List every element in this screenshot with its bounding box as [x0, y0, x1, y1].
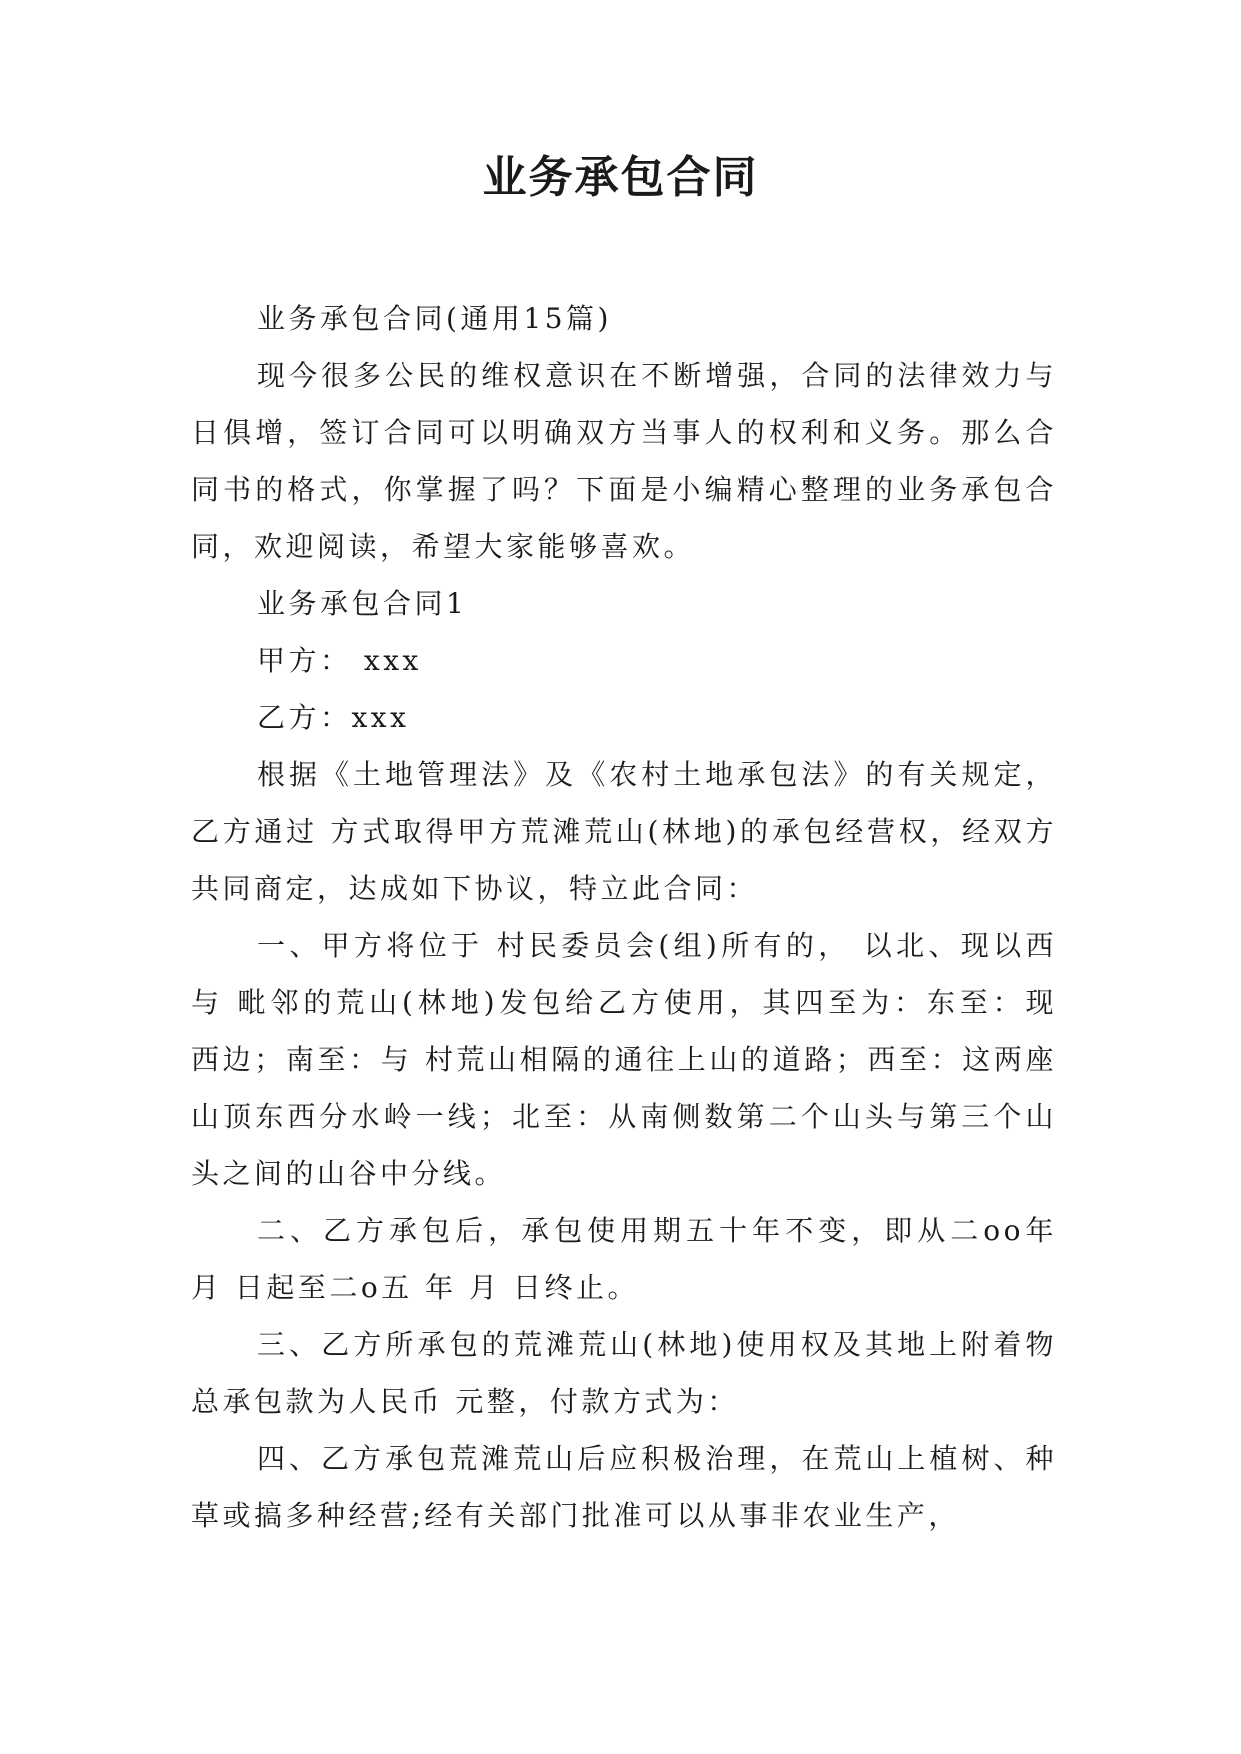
paragraph-party-b: 乙方：xxx [257, 701, 410, 734]
paragraph-clause-3: 三、乙方所承包的荒滩荒山(林地)使用权及其地上附着物总承包款为人民币 元整，付款方式为： [191, 1328, 1057, 1418]
document-title: 业务承包合同 [482, 152, 759, 203]
paragraph-clause-1: 一、甲方将位于 村民委员会(组)所有的， 以北、现以西与 毗邻的荒山(林地)发包给乙方使用，其四至为：东至：现 西边；南至：与 村荒山相隔的通往上山的道路；西至：这两座山顶东西分水岭一线；北至：从南侧数第二个山头与第三个山头之间的山谷中分线。 [191, 929, 1057, 1190]
paragraph-preamble: 根据《土地管理法》及《农村土地承包法》的有关规定，乙方通过 方式取得甲方荒滩荒山(林地)的承包经营权，经双方共同商定，达成如下协议，特立此合同： [191, 758, 1057, 905]
paragraph-intro: 现今很多公民的维权意识在不断增强，合同的法律效力与日俱增，签订合同可以明确双方当事人的权利和义务。那么合同书的格式，你掌握了吗？下面是小编精心整理的业务承包合同，欢迎阅读，希望大家能够喜欢。 [191, 359, 1057, 563]
paragraph-clause-2: 二、乙方承包后，承包使用期五十年不变，即从二oo年 月 日起至二o五 年 月 日终止。 [191, 1214, 1057, 1304]
paragraph-party-a: 甲方： xxx [257, 644, 422, 677]
paragraph-contract-heading: 业务承包合同1 [257, 587, 468, 620]
paragraph-subtitle: 业务承包合同(通用15篇) [257, 302, 612, 335]
paragraph-clause-4: 四、乙方承包荒滩荒山后应积极治理，在荒山上植树、种草或搞多种经营;经有关部门批准可以从事非农业生产， [191, 1442, 1057, 1532]
document-body [191, 290, 1057, 1544]
